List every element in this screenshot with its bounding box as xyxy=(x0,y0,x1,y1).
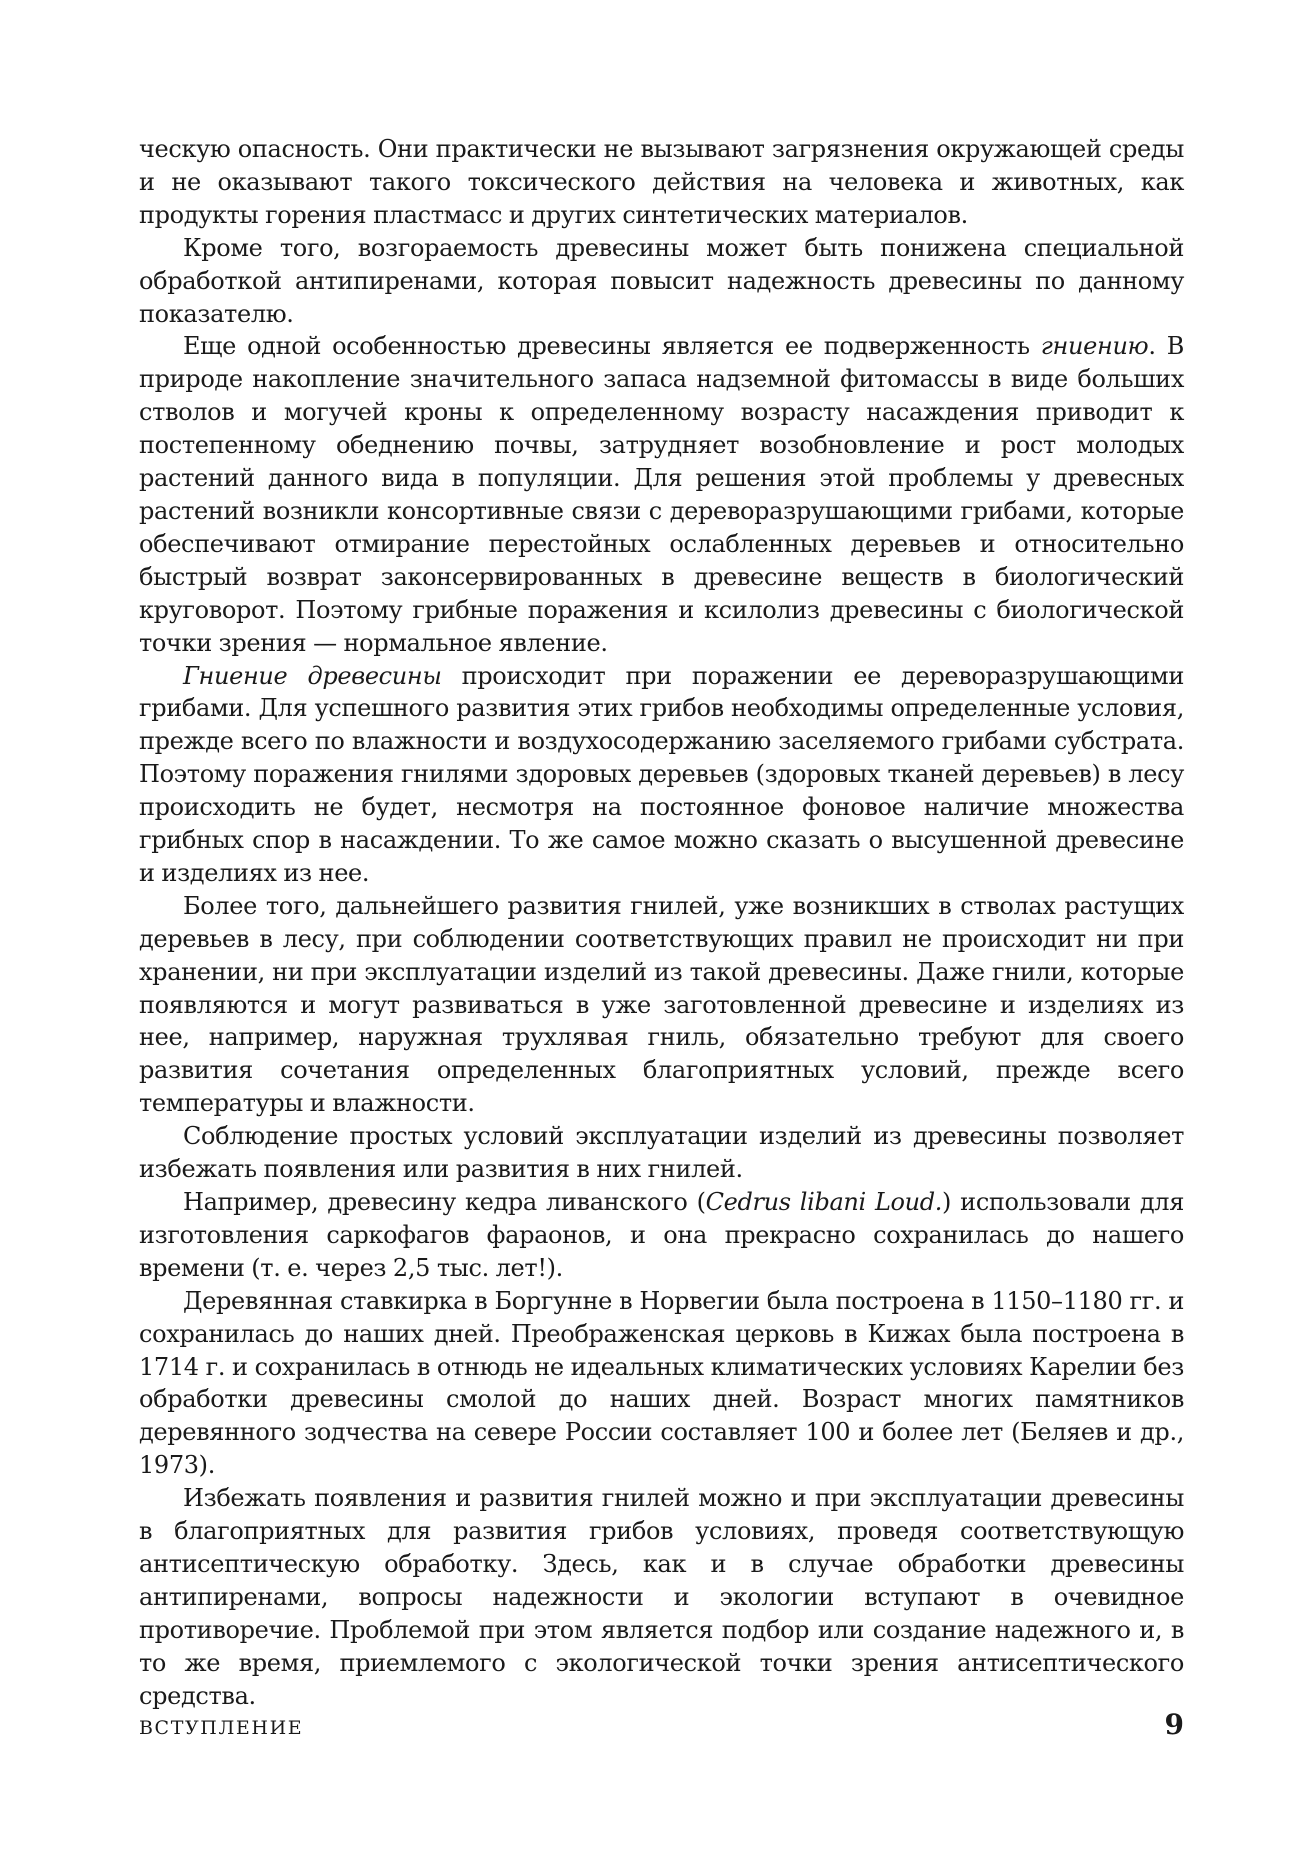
paragraph xyxy=(139,330,1184,659)
paragraph xyxy=(139,890,1184,1120)
paragraph-text: Кроме того, возгораемость древесины может быть понижена специальной обработкой антипиренами, которая повысит надежность древесины по данному показателю. xyxy=(139,233,1184,328)
paragraph-text: происходит при поражении ее дереворазрушающими грибами. Для успешного развития этих грибов необходимы определенные условия, прежде всего по влажности и воздухосодержанию заселяемого грибами субстрата. Поэтому поражения гнилями здоровых деревьев (здоровых тканей деревьев) в лесу происходить не будет, несмотря на постоянное фоновое наличие множества грибных спор в насаждении. То же самое можно сказать о высушенной древесине и изделиях из нее. xyxy=(139,661,1184,887)
text-column xyxy=(139,133,1184,1713)
italic-term: гниению xyxy=(1040,332,1149,361)
running-footer: ВСТУПЛЕНИЕ xyxy=(139,1717,304,1739)
paragraph xyxy=(139,1285,1184,1482)
paragraph-text: ) использовали для изготовления саркофагов фараонов, и она прекрасно сохранилась до нашего времени (т. е. через 2,5 тыс. лет!). xyxy=(139,1188,1184,1282)
paragraph xyxy=(139,1120,1184,1186)
page-number: 9 xyxy=(1164,1708,1184,1741)
paragraph-text: Деревянная ставкирка в Боргунне в Норвегии была построена в 1150–1180 гг. и сохранилась до наших дней. Преображенская церковь в Кижах была построена в 1714 г. и сохранилась в отнюдь не идеальных климатических условиях Карелии без обработки древесины смолой до наших дней. Возраст многих памятников деревянного зодчества на севере России составляет 100 и более лет (Беляев и др., 1973). xyxy=(139,1286,1184,1480)
paragraph-text: Например, древесину кедра ливанского ( xyxy=(183,1188,706,1216)
italic-term: Cedrus libani Loud. xyxy=(705,1188,943,1216)
italic-term: Гниение древесины xyxy=(183,661,442,690)
paragraph-text: Еще одной особенностью древесины является ее подверженность xyxy=(183,332,1041,361)
paragraph-text: Избежать появления и развития гнилей можно и при эксплуатации древесины в благоприятных для развития грибов условиях, проведя соответствующую антисептическую обработку. Здесь, как и в случае обработки древесины антипиренами, вопросы надежности и экологии вступают в очевидное противоречие. Проблемой при этом является подбор или создание надежного и, в то же время, приемлемого с экологической точки зрения антисептического средства. xyxy=(139,1484,1184,1710)
paragraph xyxy=(139,1186,1184,1285)
page-body xyxy=(139,133,1184,1713)
paragraph-text: Соблюдение простых условий эксплуатации изделий из древесины позволяет избежать появления или развития в них гнилей. xyxy=(139,1122,1184,1184)
paragraph xyxy=(139,1482,1184,1712)
paragraph xyxy=(139,660,1184,890)
paragraph-text: . В природе накопление значительного запаса надземной фитомассы в виде больших стволов и могучей кроны к определенному возрасту насаждения приводит к постепенному обеднению почвы, затрудняет возобновление и рост молодых растений данного вида в популяции. Для решения этой проблемы у древесных растений возникли консортивные связи с дереворазрушающими грибами, которые обеспечивают отмирание перестойных ослабленных деревьев и относительно быстрый возврат законсервированных в древесине веществ в биологический круговорот. Поэтому грибные поражения и ксилолиз древесины с биологической точки зрения — нормальное явление. xyxy=(139,332,1184,657)
paragraph-text: ческую опасность. Они практически не вызывают загрязнения окружающей среды и не оказывают такого токсического действия на человека и животных, как продукты горения пластмасс и других синтетических материалов. xyxy=(139,135,1184,229)
paragraph xyxy=(139,232,1184,331)
paragraph xyxy=(139,133,1184,232)
paragraph-text: Более того, дальнейшего развития гнилей, уже возникших в стволах растущих деревьев в лесу, при соблюдении соответствующих правил не происходит ни при хранении, ни при эксплуатации изделий из такой древесины. Даже гнили, которые появляются и могут развиваться в уже заготовленной древесине и изделиях из нее, например, наружная трухлявая гниль, обязательно требуют для своего развития сочетания определенных благоприятных условий, прежде всего температуры и влажности. xyxy=(139,891,1184,1118)
